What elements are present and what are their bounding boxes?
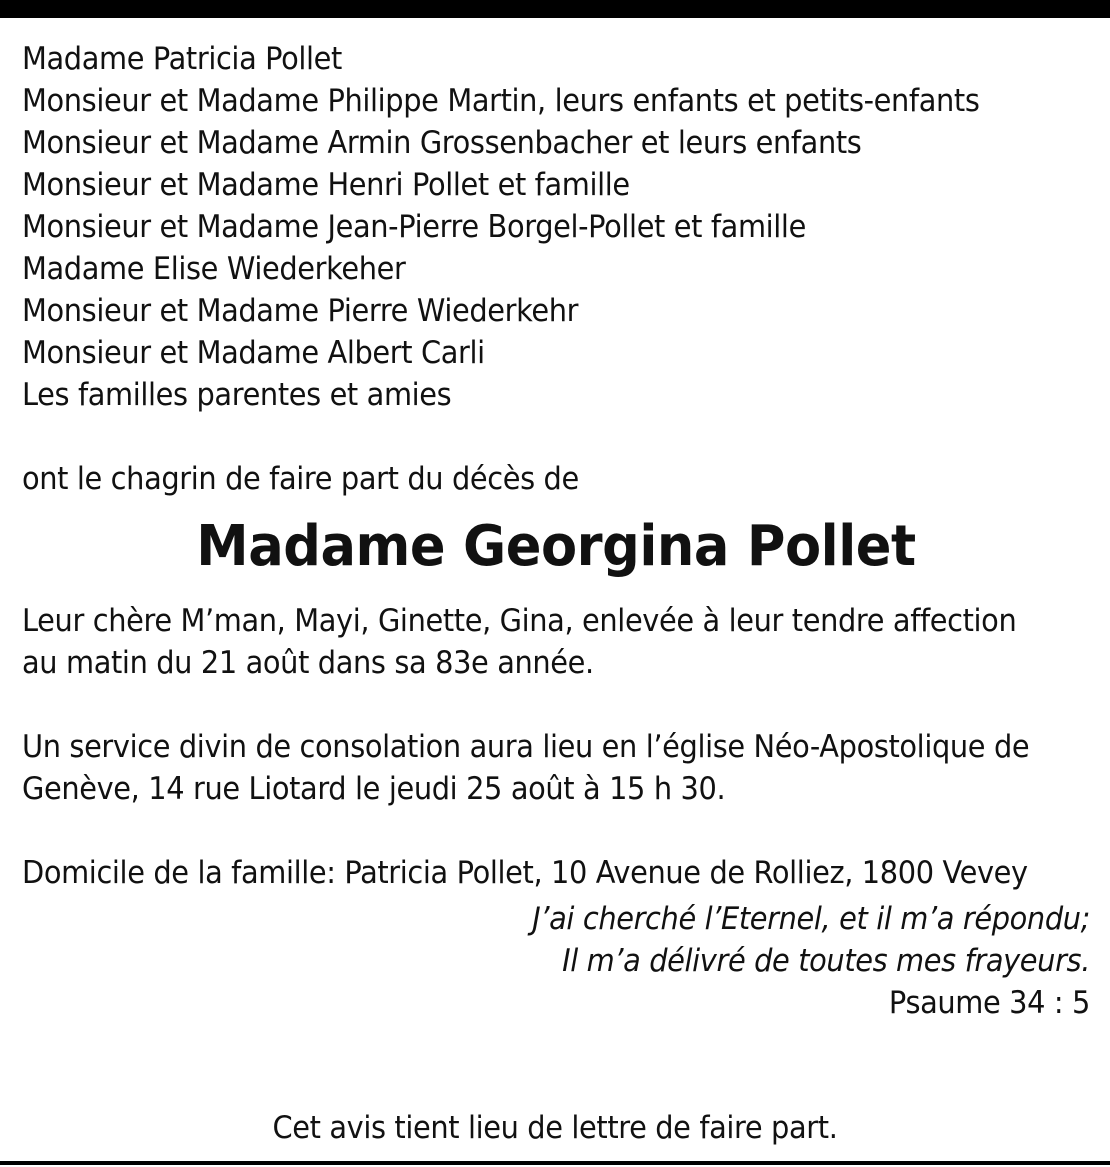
tribute-line: Leur chère M’man, Mayi, Ginette, Gina, enlevée à leur tendre affection	[22, 603, 1017, 639]
top-border	[0, 0, 1110, 18]
announcement-text: ont le chagrin de faire part du décès de	[22, 461, 579, 497]
family-line: Monsieur et Madame Albert Carli	[22, 335, 485, 371]
notice-body	[22, 38, 1090, 1024]
bible-verse	[22, 898, 1090, 1024]
family-line: Madame Elise Wiederkeher	[22, 251, 406, 287]
service-line: Un service divin de consolation aura lieu en l’église Néo-Apostolique de	[22, 729, 1030, 765]
family-line: Monsieur et Madame Armin Grossenbacher et leurs enfants	[22, 125, 862, 161]
family-list	[22, 38, 1090, 416]
verse-line: Il m’a délivré de toutes mes frayeurs.	[562, 943, 1090, 979]
tribute-paragraph	[22, 600, 1090, 684]
domicile-text: Domicile de la famille: Patricia Pollet, 10 Avenue de Rolliez, 1800 Vevey	[22, 855, 1028, 891]
service-line: Genève, 14 rue Liotard le jeudi 25 août à 15 h 30.	[22, 771, 726, 807]
verse-line: J’ai cherché l’Eternel, et il m’a répondu;	[532, 901, 1090, 937]
family-line: Monsieur et Madame Philippe Martin, leurs enfants et petits-enfants	[22, 83, 980, 119]
family-line: Monsieur et Madame Jean-Pierre Borgel-Pollet et famille	[22, 209, 806, 245]
family-line: Monsieur et Madame Pierre Wiederkehr	[22, 293, 579, 329]
verse-reference: Psaume 34 : 5	[888, 985, 1090, 1021]
service-paragraph	[22, 726, 1090, 810]
footer-note: Cet avis tient lieu de lettre de faire part.	[272, 1110, 838, 1146]
family-line: Monsieur et Madame Henri Pollet et famille	[22, 167, 630, 203]
deceased-name: Madame Georgina Pollet	[196, 514, 916, 579]
bottom-border	[0, 1161, 1110, 1165]
family-line: Madame Patricia Pollet	[22, 41, 342, 77]
family-line: Les familles parentes et amies	[22, 377, 452, 413]
tribute-line: au matin du 21 août dans sa 83e année.	[22, 645, 594, 681]
